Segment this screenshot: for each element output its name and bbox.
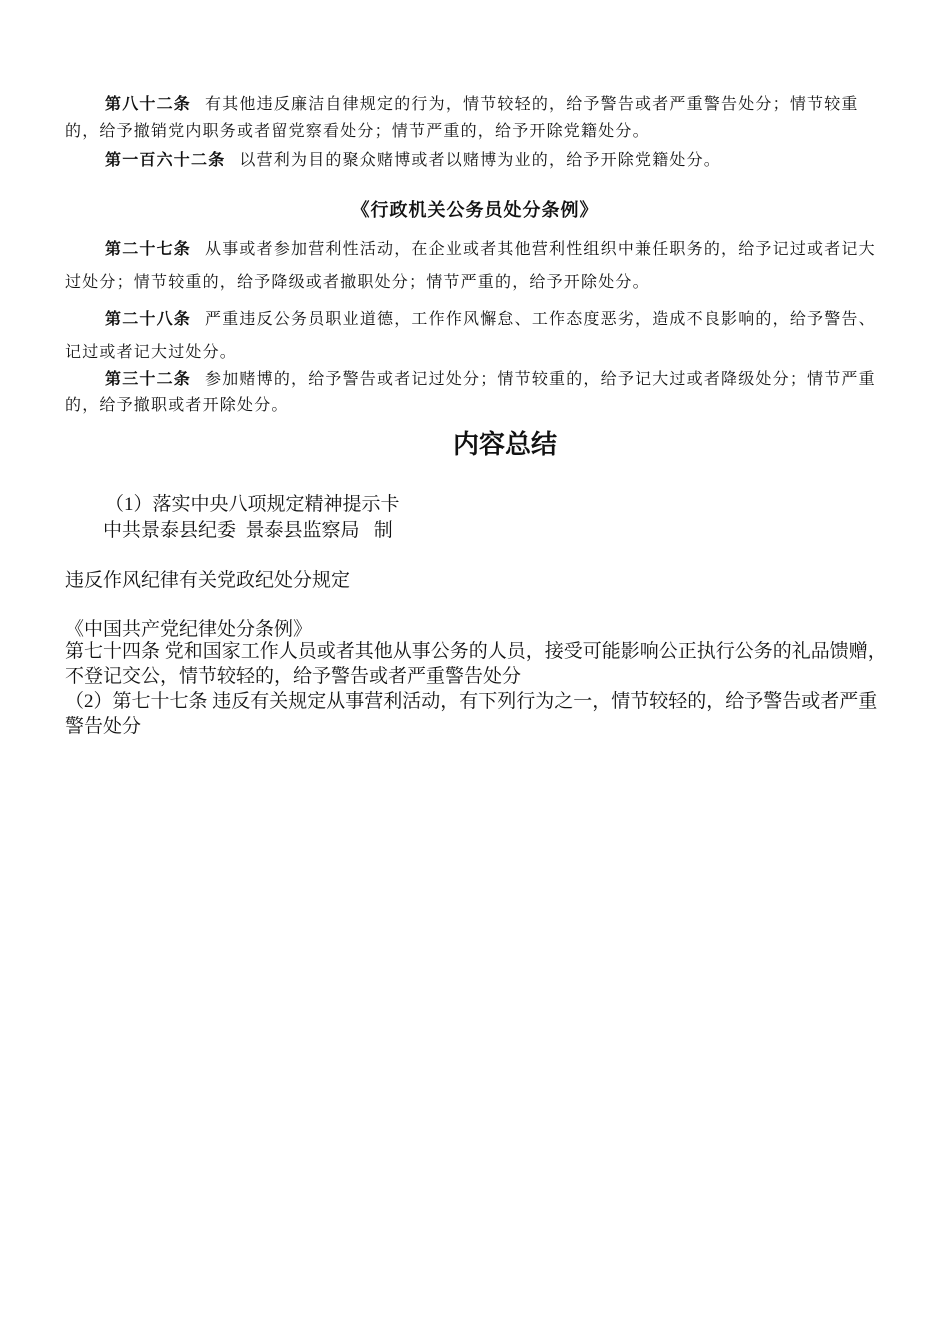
article-text: 从事或者参加营利性活动，在企业或者其他营利性组织中兼任职务的，给予记过或者记大过处分；情节较重的，给予降级或者撤职处分；情节严重的，给予开除处分。	[65, 239, 876, 291]
topic-line: 违反作风纪律有关党政纪处分规定	[65, 570, 351, 591]
summary-item-1: （1）落实中央八项规定精神提示卡	[105, 494, 400, 515]
article-number: 第一百六十二条	[105, 150, 226, 169]
source-title: 《中国共产党纪律处分条例》	[65, 619, 313, 640]
issuer-line: 中共景泰县纪委 景泰县监察局 制	[103, 520, 393, 541]
article-text: 参加赌博的，给予警告或者记过处分；情节较重的，给予记大过或者降级处分；情节严重的，给予撤职或者开除处分。	[65, 369, 876, 414]
section-title: 《行政机关公务员处分条例》	[351, 200, 599, 221]
article-162	[65, 146, 890, 173]
article-text: 严重违反公务员职业道德，工作作风懈怠、工作态度恶劣，造成不良影响的，给予警告、记过或者记大过处分。	[65, 309, 876, 361]
summary-item-2: （2）第七十七条 违反有关规定从事营利活动，有下列行为之一，情节较轻的，给予警告或者严重警告处分	[65, 691, 878, 737]
article-number: 第二十七条	[105, 239, 192, 258]
article-text: 有其他违反廉洁自律规定的行为，情节较轻的，给予警告或者严重警告处分；情节较重的，给予撤销党内职务或者留党察看处分；情节严重的，给予开除党籍处分。	[65, 94, 859, 140]
article-number: 第二十八条	[105, 309, 192, 328]
summary-heading: 内容总结	[452, 430, 557, 459]
article-32	[65, 366, 890, 418]
article-28	[65, 302, 890, 368]
article-text: 以营利为目的聚众赌博或者以赌博为业的，给予开除党籍处分。	[239, 150, 722, 169]
article-27	[65, 232, 890, 298]
article-74-text: 第七十四条 党和国家工作人员或者其他从事公务的人员，接受可能影响公正执行公务的礼品馈赠，不登记交公，情节较轻的，给予警告或者严重警告处分	[65, 641, 887, 687]
article-number: 第八十二条	[105, 94, 192, 113]
article-82	[65, 90, 890, 144]
article-number: 第三十二条	[105, 369, 192, 388]
